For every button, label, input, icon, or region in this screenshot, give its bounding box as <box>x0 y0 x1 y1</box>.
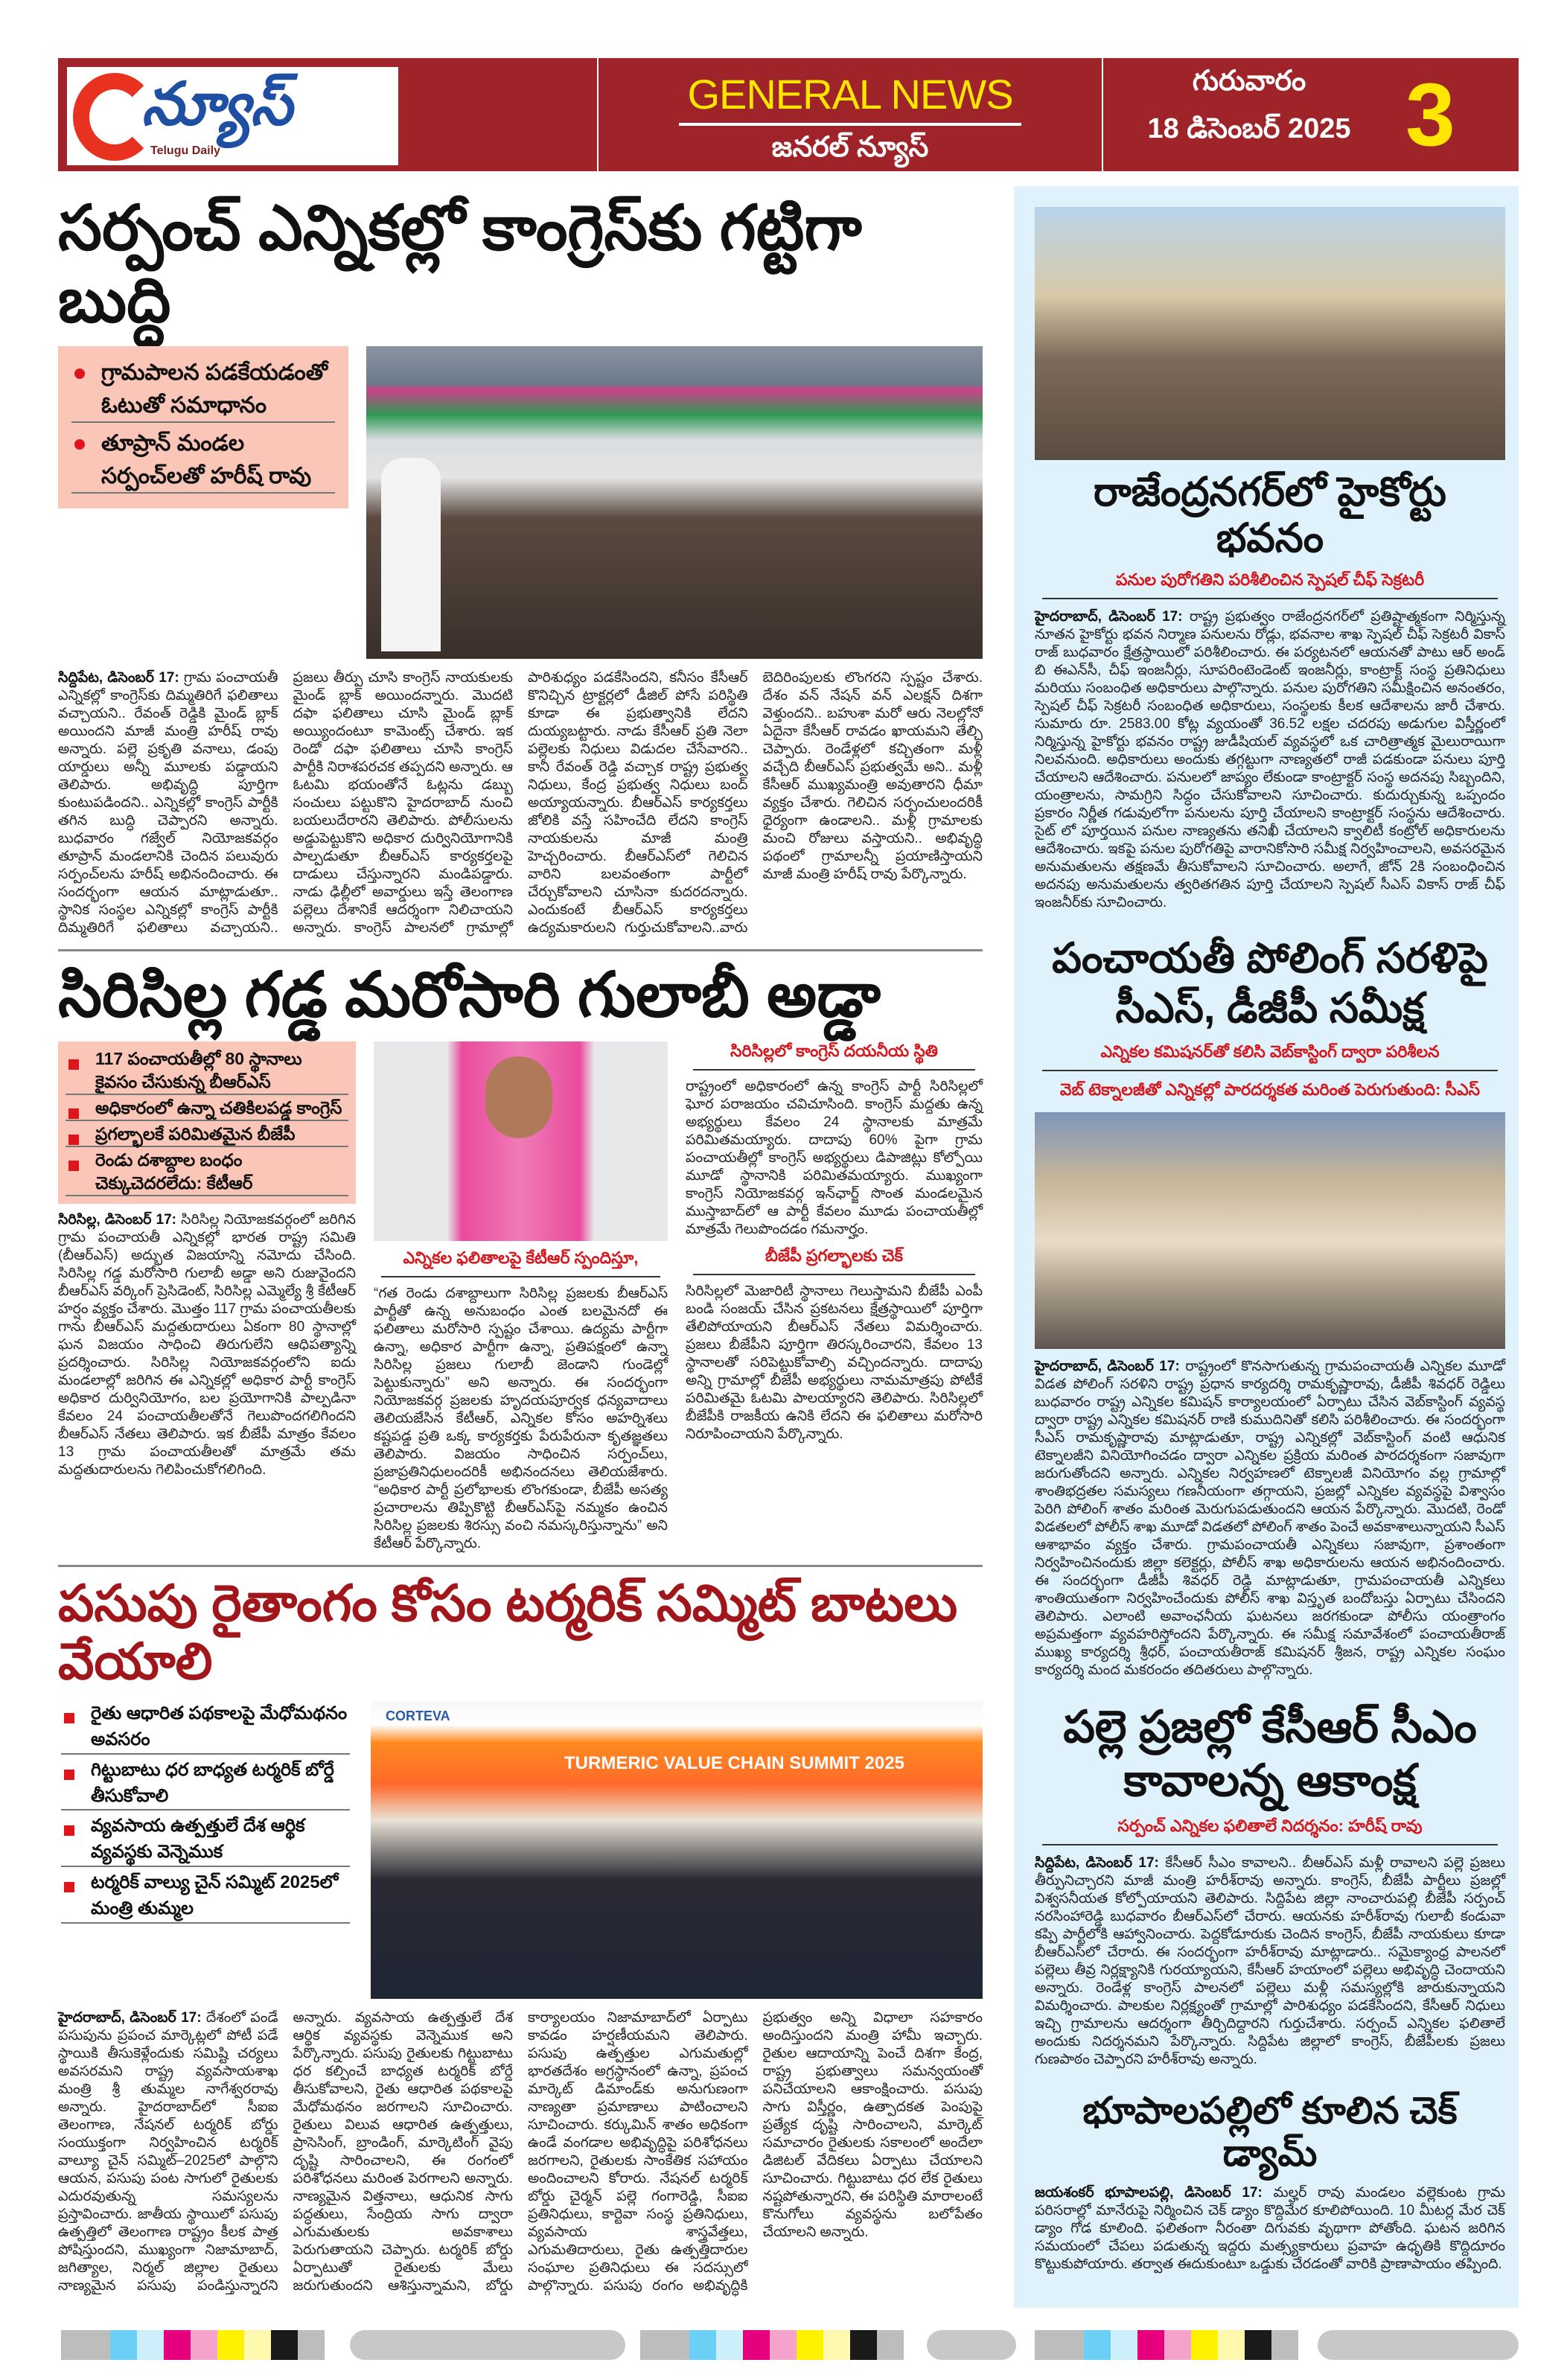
story6-subhead: సర్పంచ్ ఎన్నికల ఫలితాలే నిదర్శనం: హరీష్ రావు <box>1042 1816 1498 1845</box>
summit-banner: TURMERIC VALUE CHAIN SUMMIT 2025 <box>564 1753 904 1774</box>
story7-body <box>1035 2184 1505 2274</box>
issue-date <box>1123 66 1376 152</box>
story2-body-text: రాష్ట్ర ప్రభుత్వం రాజేంద్రనగర్‌లో ప్రతిష్టాత్మకంగా నిర్మిస్తున్న నూతన హైకోర్టు భవన నిర్మాణ పనులను రోడ్లు, భవనాల శాఖ స్పెషల్ చీఫ్ సెక్రటరీ వికాస్ రాజ్ బుధవారం క్షేత్రస్థాయిలో పరిశీలించారు. ఈ పర్యటనలో ఆయనతో పాటు ఆర్ అండ్ బి ఈఎన్‌సీ, చీఫ్ ఇంజనీర్లు, సూపరింటెండెంట్ ఇంజనీర్లు, కాంట్రాక్ట్ సంస్థ ప్రతినిధులు మరియు సంబంధిత అధికారులు పాల్గొన్నారు. పనుల పురోగతిని సమీక్షించిన అనంతరం, స్పెషల్ చీఫ్ సెక్రటరీ సంబంధిత అధికారులు, సంస్థలకు కీలక ఆదేశాలను జారీ చేశారు. సుమారు రూ. 2583.00 కోట్ల వ్యయంతో 36.52 లక్షల చదరపు అడుగుల విస్తీర్ణంలో నిర్మిస్తున్న హైకోర్టు భవనం రాష్ట్ర జుడీషియల్ వ్యవస్థలో ఒక చారిత్రాత్మక మైలురాయిగా నిలవనుంది. అధికారులు అందుకు తగ్గట్టుగా నాణ్యతలో రాజీ పడకుండా పనులు పూర్తి చేయాలని ఆదేశించారు. పనులలో జాప్యం లేకుండా కాంట్రాక్టర్ సంస్థ అదనపు సిబ్బందిని, యంత్రాలను, సామగ్రిని సిద్ధం చేసుకోవాలని సూచించారు. కుదుర్చుకున్న ఒప్పందం ప్రకారం నిర్ణీత గడువులోగా పనులను పూర్తి చేయాలని కాంట్రాక్టర్ సంస్థను ఆదేశించారు. సైట్ లో పూర్తయిన పనుల నాణ్యతను తనిఖీ చేయాలని క్వాలిటీ కంట్రోల్ అధికారులను ఆదేశించారు. ఇకపై పనుల పురోగతిపై వారానికోసారి సమీక్ష నిర్వహించాలని, అవసరమైన అనుమతులను తక్షణమే తీసుకోవాలని సూచించారు. అలాగే, జోన్ 2కి సంబంధించిన అదనపు అనుమతులను త్వరితగతిన పూర్తి చేయాలని స్పెషల్ సీఎస్ వికాస్ రాజ్ చీఫ్ ఇంజనీర్‌కు సూచించారు. <box>1035 609 1505 911</box>
story3-body-col1 <box>58 1211 356 1479</box>
story3-row <box>58 1041 983 1553</box>
registration-pill <box>1318 2330 1519 2360</box>
story3-photo-ktr <box>374 1041 668 1241</box>
story2-body <box>1035 608 1505 912</box>
story4-photo-review-meeting <box>1035 1112 1505 1349</box>
dateline: జయశంకర్ భూపాలపల్లి, డిసెంబర్ 17: <box>1035 2184 1263 2201</box>
story4-subhead-1: ఎన్నికల కమిషనర్‌తో కలిసి వెబ్‌కాస్టింగ్ ద్వారా పరిశీలన <box>1042 1042 1498 1071</box>
story3-quote-text: “గత రెండు దశాబ్దాలుగా సిరిసిల్ల ప్రజలకు బీఆర్ఎస్ పార్టీతో ఉన్న అనుబంధం ఎంత బలమైనదో ఈ ఫలితాలు మరోసారి స్పష్టం చేశాయి. ఉద్యమ పార్టీగా ఉన్నా, అధికార పార్టీగా ఉన్నా, ప్రతిపక్షంలో ఉన్నా సిరిసిల్ల ప్రజలు గులాబీ జెండాని గుండెల్లో పెట్టుకున్నారు” అని అన్నారు. ఈ సందర్భంగా నియోజకవర్గ ప్రజలకు హృదయపూర్వక ధన్యవాదాలు తెలియజేసిన కేటీఆర్, ఎన్నికల కోసం అహర్నిశలు కష్టపడ్డ ప్రతి ఒక్క కార్యకర్తకు పేరుపేరునా కృతజ్ఞతలు తెలిపారు. విజయం సాధించిన సర్పంచ్‌లు, ప్రజాప్రతినిధులందరికీ అభినందనలు తెలియజేశారు. “అధికార పార్టీ ప్రలోభాలకు లొంగకుండా, బీజేపీ అసత్య ప్రచారాలను తిప్పికొట్టి బీఆర్ఎస్‌పై నమ్మకం ఉంచిన సిరిసిల్ల ప్రజలకు శిరస్సు వంచి నమస్కరిస్తున్నాను” అని కేటీఆర్ పేర్కొన్నారు. <box>374 1285 668 1551</box>
logo-text: న్యూస్ <box>141 71 293 137</box>
story5-headline: పసుపు రైతాంగం కోసం టర్మరిక్ సమ్మిట్ బాటలు వేయాలి <box>58 1575 958 1690</box>
section-title-english: GENERAL NEWS <box>687 71 1013 118</box>
registration-pill <box>927 2330 1016 2360</box>
story3-congress-body: రాష్ట్రంలో అధికారంలో ఉన్న కాంగ్రెస్ పార్టీ సిరిసిల్లలో ఘోర పరాజయం చవిచూసింది. కాంగ్రెస్ మద్దతు ఉన్న అభ్యర్థులు కేవలం 24 స్థానాలకు మాత్రమే పరిమితమయ్యారు. దాదాపు 60% పైగా గ్రామ పంచాయతీల్లో కాంగ్రెస్ అభ్యర్థులు డిపాజిట్లు కోల్పోయి మూడో స్థానానికి పరిమితమయ్యారు. ముఖ్యంగా కాంగ్రెస్ నియోజకవర్గ ఇన్‌ఛార్జ్ సొంత మండలమైన ముస్తాబాద్‌లో ఆ పార్టీ కేవలం మూడు పంచాయతీల్లో మాత్రమే గెలుపొందడం గమనార్హం. <box>686 1078 983 1237</box>
highlight-item: గ్రామపాలన పడకేయడంతో ఓటుతో సమాధానం <box>71 357 335 423</box>
story5-body-text: దేశంలో పండే పసుపును ప్రపంచ మార్కెట్లలో పోటీ పడే స్థాయికి తీసుకెళ్లేందుకు సమిష్టి చర్యలు అవసరమని రాష్ట్ర వ్యవసాయశాఖ మంత్రి శ్రీ తుమ్మల నాగేశ్వరరావు అన్నారు. హైదరాబాద్‌లో సీఐఐ తెలంగాణ, నేషనల్ టర్మరిక్ బోర్డు సంయుక్తంగా నిర్వహించిన టర్మరిక్ వాల్యూ చైన్ సమ్మిట్–2025లో పాల్గొని ఆయన, పసుపు పంట సాగులో రైతులకు ఎదురవుతున్న సమస్యలను ప్రస్తావించారు. జాతీయ స్థాయిలో పసుపు ఉత్పత్తిలో తెలంగాణ రాష్ట్రం కీలక పాత్ర పోషిస్తుందని, ముఖ్యంగా నిజామాబాద్, జగిత్యాల, నిర్మల్ జిల్లాల రైతులు నాణ్యమైన పసుపు పండిస్తున్నారని అన్నారు. వ్యవసాయ ఉత్పత్తులే దేశ ఆర్థిక వ్యవస్థకు వెన్నెముక అని పేర్కొన్నారు. పసుపు రైతులకు గిట్టుబాటు ధర కల్పించే బాధ్యత టర్మరిక్ బోర్డే తీసుకోవాలని, రైతు ఆధారిత పథకాలపై మేధోమథనం జరగాలని సూచించారు. రైతులు విలువ ఆధారిత ఉత్పత్తులు, ప్రాసెసింగ్, బ్రాండింగ్, మార్కెటింగ్ వైపు దృష్టి సారించాలని, ఈ రంగంలో పరిశోధనలు మరింత పెరగాలని అన్నారు. నాణ్యమైన విత్తనాలు, ఆధునిక సాగు పద్ధతులు, సేంద్రియ సాగు ద్వారా ఎగుమతులకు అవకాశాలు పెరుగుతాయని చెప్పారు. టర్మరిక్ బోర్డు ఏర్పాటుతో రైతులకు మేలు జరుగుతుందని ఆశిస్తున్నామని, బోర్డు కార్యాలయం నిజామాబాద్‌లో ఏర్పాటు కావడం హర్షణీయమని తెలిపారు. పసుపు ఉత్పత్తుల ఎగుమతుల్లో భారతదేశం అగ్రస్థానంలో ఉన్నా, ప్రపంచ మార్కెట్ డిమాండ్‌కు అనుగుణంగా నాణ్యతా ప్రమాణాలు పాటించాలని సూచించారు. కర్కుమిన్ శాతం అధికంగా ఉండే వంగడాల అభివృద్ధిపై పరిశోధనలు జరగాలని, రైతులకు సాంకేతిక సహాయం అందించాలని కోరారు. నేషనల్ టర్మరిక్ బోర్డు చైర్మన్ పల్లె గంగారెడ్డి, సీఐఐ ప్రతినిధులు, కార్టెవా సంస్థ ప్రతినిధులు, వ్యవసాయ శాస్త్రవేత్తలు, ఎగుమతిదారులు, రైతు ఉత్పత్తిదారుల సంఘాల ప్రతినిధులు ఈ సదస్సులో పాల్గొన్నారు. పసుపు రంగం అభివృద్ధికి ప్రభుత్వం అన్ని విధాలా సహకారం అందిస్తుందని మంత్రి హామీ ఇచ్చారు. రైతుల ఆదాయాన్ని పెంచే దిశగా కేంద్ర, రాష్ట్ర ప్రభుత్వాలు సమన్వయంతో పనిచేయాలని ఆకాంక్షించారు. పసుపు సాగు విస్తీర్ణం, ఉత్పాదకత పెంపుపై ప్రత్యేక దృష్టి సారించాలని, మార్కెట్ సమాచారం రైతులకు సకాలంలో అందేలా డిజిటల్ వేదికలు ఏర్పాటు చేయాలని సూచించారు. గిట్టుబాటు ధర లేక రైతులు నష్టపోతున్నారని, ఈ పరిస్థితి మారాలంటే కొనుగోలు వ్యవస్థను బలోపేతం చేయాలని అన్నారు. <box>58 2010 983 2294</box>
story3-photo-caption: ఎన్నికల ఫలితాలపై కేటీఆర్ స్పందిస్తూ, <box>381 1248 660 1277</box>
speaker-face <box>485 1056 552 1138</box>
color-registration-bar <box>1035 2330 1298 2360</box>
story1-body <box>58 669 983 937</box>
section-title <box>597 58 1103 171</box>
speaker-figure <box>381 458 441 651</box>
color-registration-bar <box>61 2330 325 2360</box>
dateline: సిద్దిపేట, డిసెంబర్ 17: <box>1035 1854 1159 1871</box>
highlight-item: 117 పంచాయతీల్లో 80 స్థానాలు కైవసం చేసుకున్న బీఆర్ఎస్ <box>66 1047 348 1095</box>
story1-photo <box>366 346 983 659</box>
right-sidebar-panel <box>1014 186 1519 2308</box>
story2-photo-site-visit <box>1035 207 1505 460</box>
story5-photo-summit <box>371 1701 983 1999</box>
footer-registration-marks <box>58 2330 1519 2360</box>
registration-pill <box>350 2330 625 2360</box>
story3-col2 <box>374 1041 668 1553</box>
weekday: గురువారం <box>1192 66 1306 97</box>
dateline: సిద్దిపేట, డిసెంబర్ 17: <box>58 670 179 686</box>
story5-body <box>58 2009 983 2295</box>
story6-headline: పల్లె ప్రజల్లో కేసీఆర్ సీఎం కావాలన్న ఆకాంక్ష <box>1063 1701 1477 1805</box>
story3-col1 <box>58 1041 356 1479</box>
dateline: హైదరాబాద్, డిసెంబర్ 17: <box>1035 609 1183 625</box>
corteva-logo: CORTEVA <box>386 1709 450 1724</box>
story3-bjp-body: సిరిసిల్లలో మెజారిటీ స్థానాలు గెలుస్తామని బీజేపీ ఎంపీ బండి సంజయ్ చేసిన ప్రకటనలు క్షేత్రస్థాయిలో పూర్తిగా తేలిపోయాయని బీఆర్ఎస్ నేతలు విమర్శించారు. ప్రజలు బీజేపీని పూర్తిగా తిరస్కరించారని, కేవలం 13 స్థానాలతో సరిపెట్టుకోవాల్సి వచ్చిందన్నారు. దాదాపు అన్ని గ్రామాల్లో బీజేపీ అభ్యర్థులు నామమాత్రపు పోటీకే పరిమితమై ఓటమి పాలయ్యారని తెలిపారు. సిరిసిల్లలో బీజేపీకి రాజకీయ ఉనికి లేదని ఈ ఫలితాలు మరోసారి నిరూపించాయని పేర్కొన్నారు. <box>686 1283 983 1442</box>
story7-body-text: మల్హర్ రావు మండలం వల్లెకుంట గ్రామ పరిసరాల్లో మానేరుపై నిర్మించిన చెక్ డ్యాం కొద్దిమేర కూలిపోయింది. 10 మీటర్ల మేర చెక్ డ్యాం గోడ కూలింది. ఫలితంగా నీరంతా దిగువకు వృథాగా పోతోంది. ఘటన జరిగిన సమయంలో చేపలు పడుతున్న ఇద్దరు మత్స్యకారులు ప్రవాహ ఉధృతికి కొద్దిదూరం కొట్టుకుపోయారు. తర్వాత ఈదుకుంటూ ఒడ్డుకు చేరడంతో వారికి ప్రాణాపాయం తప్పింది. <box>1035 2184 1505 2272</box>
date: 18 డిసెంబర్ 2025 <box>1147 113 1351 144</box>
divider <box>58 949 983 951</box>
story4-subhead-2: వెబ్ టెక్నాలజీతో ఎన్నికల్లో పారదర్శకత మరింత పెరుగుతుంది: సీఎస్ <box>1059 1079 1481 1099</box>
dateline: హైదరాబాద్, డిసెంబర్ 17: <box>1035 1358 1180 1374</box>
logo-subtitle: Telugu Daily <box>150 144 220 157</box>
highlight-item: గిట్టుబాటు ధర బాధ్యత టర్మరిక్ బోర్డే తీసుకోవాలి <box>61 1758 350 1811</box>
story7-headline: భూపాలపల్లిలో కూలిన చెక్ డ్యామ్ <box>1082 2089 1458 2175</box>
dateline: సిరిసిల్ల, డిసెంబర్ 17: <box>58 1212 176 1228</box>
highlight-item: తూప్రాన్ మండల సర్పంచ్‌లతో హరీష్ రావు <box>71 427 335 494</box>
story3-headline: సిరిసిల్ల గడ్డ మరోసారి గులాబీ అడ్డా <box>58 960 881 1030</box>
dateline: హైదరాబాద్, డిసెంబర్ 17: <box>58 2010 202 2026</box>
story4-headline: పంచాయతీ పోలింగ్ సరళిపై సీఎస్, డీజీపీ సమీక్ష <box>1052 934 1488 1032</box>
divider <box>58 1565 983 1567</box>
story1-top-row <box>58 346 983 659</box>
story4-body-text: రాష్ట్రంలో కొనసాగుతున్న గ్రామపంచాయతీ ఎన్నికల మూడో విడత పోలింగ్ సరళిని రాష్ట్ర ప్రధాన కార్యదర్శి రామకృష్ణారావు, డీజీపీ శివధర్ రెడ్డిలు బుధవారం రాష్ట్ర ఎన్నికల కమిషన్ కార్యాలయంలో ఏర్పాటు చేసిన వెబ్‌కాస్టింగ్ వ్యవస్థ ద్వారా రాష్ట్ర ఎన్నికల కమిషనర్ రాణి కుముదినితో కలిసి పరిశీలించారు. ఈ సందర్భంగా సీఎస్ రామకృష్ణారావు మాట్లాడుతూ, రాష్ట్ర ఎన్నికల్లో వెబ్‌కాస్టింగ్ వంటి ఆధునిక టెక్నాలజీని వినియోగించడం ద్వారా ఎన్నికల ప్రక్రియ మరింత పారదర్శకంగా సజావుగా జరుగుతోందని అన్నారు. ఎన్నికల నిర్వహణలో టెక్నాలజీ వినియోగం వల్ల గ్రామాల్లో శాంతిభద్రతల సమస్యలు గణనీయంగా తగ్గాయని, ప్రజల్లో ఎన్నికల వ్యవస్థపై విశ్వాసం పెరిగి పోలింగ్ శాతం మరింత మెరుగుపడుతుందని ఆయన పేర్కొన్నారు. మొదటి, రెండో విడతలలో పోలీస్ శాఖ మూడో విడతలో పోలింగ్ శాతం పెంచే అవకాశాలున్నాయని సీఎస్ ఆశాభావం వ్యక్తం చేశారు. గ్రామపంచాయతీ ఎన్నికలు సజావుగా, ప్రశాంతంగా నిర్వహించినందుకు జిల్లా కలెక్టర్లు, పోలీస్ శాఖ అధికారులను ఆయన అభినందించారు. ఈ సందర్భంగా డీజీపీ శివధర్ రెడ్డి మాట్లాడుతూ, గ్రామపంచాయతీ ఎన్నికలు శాంతియుతంగా నిర్వహించేందుకు పోలీస్ శాఖ విస్తృత బందోబస్తు ఏర్పాటు చేసిందని తెలిపారు. ఎలాంటి అవాంఛనీయ ఘటనలు జరగకుండా పోలీసు యంత్రాంగం అప్రమత్తంగా వ్యవహరిస్తోందని పేర్కొన్నారు. ఈ సమీక్ష సమావేశంలో పంచాయతీరాజ్ ముఖ్య కార్యదర్శి శ్రీధర్, పంచాయతీరాజ్ కమిషనర్ శ్రీజన, రాష్ట్ర ఎన్నికల సంఘం కార్యదర్శి మంద మకరందం తదితరులు పాల్గొన్నారు. <box>1035 1358 1505 1678</box>
highlight-item: వ్యవసాయ ఉత్పత్తులే దేశ ఆర్థిక వ్యవస్థకు వెన్నెముక <box>61 1813 350 1867</box>
story3-highlights <box>58 1041 356 1204</box>
highlight-item: రెండు దశాబ్దాల బంధం చెక్కుచెదరలేదు: కేటీఆర్ <box>66 1149 348 1196</box>
highlight-item: ప్రగల్భాలకే పరిమితమైన బీజేపీ <box>66 1123 348 1147</box>
highlight-item: అధికారంలో ఉన్నా చతికిలపడ్డ కాంగ్రెస్ <box>66 1097 348 1121</box>
story1-body-text: గ్రామ పంచాయతీ ఎన్నికల్లో కాంగ్రెస్‌కు దిమ్మతిరిగే ఫలితాలు వచ్చాయని.. రేవంత్ రెడ్డికి మైండ్ బ్లాక్ అయిందని మాజీ మంత్రి హరీష్ రావు అన్నారు. పల్లె ప్రకృతి వనాలు, డంపు యార్డులు అన్నీ మూలకు పడ్డాయని తెలిపారు. అభివృద్ధి పూర్తిగా కుంటుపడిందని.. ఎన్నికల్లో కాంగ్రెస్ పార్టీకి తగిన బుద్ధి చెప్పారని అన్నారు. బుధవారం గజ్వేల్ నియోజకవర్గం తూప్రాన్ మండలానికి చెందిన పలువురు సర్పంచ్‌లను హరీష్ అభినందించారు. ఈ సందర్భంగా ఆయన మాట్లాడుతూ.. స్థానిక సంస్థల ఎన్నికల్లో కాంగ్రెస్ పార్టీకి దిమ్మతిరిగే ఫలితాలు వచ్చాయని.. ప్రజలు తీర్పు చూసి కాంగ్రెస్ నాయకులకు మైండ్ బ్లాక్ అయిందన్నారు. మొదటి దఫా ఫలితాలు చూసి మైండ్ బ్లాక్ అయ్యిందంటూ కామెంట్స్ చేశారు. ఇక రెండో దఫా ఫలితాలు చూసి కాంగ్రెస్ పార్టీకి నిరాశపరచక తప్పదని అన్నారు. ఆ ఓటమి భయంతోనే ఓట్లను డబ్బు సంచులు పట్టుకొని హైదరాబాద్ నుంచి బయలుదేరారని తెలిపారు. పోలీసులను అడ్డుపెట్టుకొని అధికార దుర్వినియోగానికి పాల్పడుతూ బీఆర్ఎస్ కార్యకర్తలపై దాడులు చేస్తున్నారని మండిపడ్డారు. నాడు ఢిల్లీలో అవార్డులు ఇస్తే తెలంగాణ పల్లెలు దేశానికే ఆదర్శంగా నిలిచాయని అన్నారు. కాంగ్రెస్ పాలనలో గ్రామాల్లో పారిశుధ్యం పడకేసిందని, కనీసం కేసీఆర్ కొనిచ్చిన ట్రాక్టర్లలో డీజిల్ పోసే పరిస్థితి కూడా ఈ ప్రభుత్వానికి లేదని దుయ్యబట్టారు. నాడు కేసీఆర్ ప్రతి నెలా పల్లెలకు నిధులు విడుదల చేసేవారని.. కానీ రేవంత్ రెడ్డి వచ్చాక రాష్ట్ర ప్రభుత్వ నిధులు, కేంద్ర ప్రభుత్వ నిధులు బంద్ అయ్యాయన్నారు. బీఆర్ఎస్ కార్యకర్తలు జోలికి వస్తే సహించేది లేదని కాంగ్రెస్ నాయకులను మాజీ మంత్రి హెచ్చరించారు. బీఆర్ఎస్‌లో గెలిచిన వారిని బలవంతంగా పార్టీలో చేర్చుకోవాలని చూసినా కుదరదన్నారు. ఎందుకంటే బీఆర్ఎస్ కార్యకర్తలు ఉద్యమకారులని గుర్తుచుకోవాలని..వారు బెదిరింపులకు లొంగరని స్పష్టం చేశారు. దేశం వన్ నేషన్ వన్ ఎలక్షన్ దిశగా వెళ్తుందని.. బహుశా మరో ఆరు నెలల్లోనో ఏదైనా కేసీఆర్ రావడం ఖాయమని తేల్చి చెప్పారు. రెండేళ్లలో కచ్చితంగా మళ్లీ వచ్చేది బీఆర్ఎస్ ప్రభుత్వమే అని.. మళ్లీ కేసీఆర్ ముఖ్యమంత్రి అవుతారని ధీమా వ్యక్తం చేశారు. గెలిచిన సర్పంచులందరికీ ధైర్యంగా ఉండాలని.. మళ్లీ గ్రామాలకు మంచి రోజులు వస్తాయని.. అభివృద్ధి పథంలో గ్రామాలన్నీ ప్రయాణిస్తాయని మాజీ మంత్రి హరీష్ రావు పేర్కొన్నారు. <box>58 670 983 937</box>
story5-top-row <box>58 1701 983 1999</box>
story6-body <box>1035 1854 1505 2069</box>
story3-subhead-congress: సిరిసిల్లలో కాంగ్రెస్ దయనీయ స్థితి <box>693 1041 975 1071</box>
highlight-item: టర్మరిక్ వాల్యు చైన్ సమ్మిట్ 2025లో మంత్రి తుమ్మల <box>61 1870 350 1924</box>
story2-subhead: పనుల పురోగతిని పరిశీలించిన స్పెషల్ చీఫ్ సెక్రటరీ <box>1042 570 1498 599</box>
story1-highlights <box>58 346 348 508</box>
story3-body-text: సిరిసిల్ల నియోజకవర్గంలో జరిగిన గ్రామ పంచాయతీ ఎన్నికల్లో భారత రాష్ట్ర సమితి (బీఆర్ఎస్) అద్భుత విజయాన్ని నమోదు చేసింది. సిరిసిల్ల గడ్డ మరోసారి గులాబీ అడ్డా అని రుజువైందని బీఆర్ఎస్ వర్కింగ్ ప్రెసిడెంట్, సిరిసిల్ల ఎమ్మెల్యే శ్రీ కేటీఆర్ హర్షం వ్యక్తం చేశారు. మొత్తం 117 గ్రామ పంచాయతీలకు గాను బీఆర్ఎస్ మద్దతుదారులు ఏకంగా 80 స్థానాల్లో ఘన విజయం సాధించి తిరుగులేని ఆధిపత్యాన్ని ప్రదర్శించారు. సిరిసిల్ల నియోజకవర్గంలోని ఐదు మండలాల్లో జరిగిన ఈ ఎన్నికల్లో అధికార పార్టీ కాంగ్రెస్ అధికార దుర్వినియోగం, బల ప్రయోగానికి పాల్పడినా కేవలం 24 పంచాయతీలతోనే గెలుపొందగలిగిందని బీఆర్ఎస్ నేతలు తెలిపారు. ఇక బీజేపీ మాత్రం కేవలం 13 గ్రామ పంచాయతీలతో మాత్రమే తమ మద్దతుదారులను గెలిపించుకోగలిగింది. <box>58 1212 356 1478</box>
newspaper-logo <box>67 67 398 165</box>
story5-highlights <box>58 1701 353 1926</box>
story4-body <box>1035 1358 1505 1679</box>
main-column <box>58 186 983 2295</box>
masthead <box>58 58 1519 171</box>
story3-col3 <box>686 1041 983 1443</box>
section-title-telugu: జనరల్ న్యూస్ <box>771 132 929 163</box>
story3-subhead-bjp: బీజేపీ ప్రగల్భాలకు చెక్ <box>693 1246 975 1275</box>
page-content <box>58 186 1519 2308</box>
page-number: 3 <box>1405 65 1455 165</box>
story1-headline: సర్పంచ్ ఎన్నికల్లో కాంగ్రెస్‌కు గట్టిగా బుద్ధి <box>58 193 862 335</box>
highlight-item: రైతు ఆధారిత పథకాలపై మేధోమథనం అవసరం <box>61 1701 350 1755</box>
story6-body-text: కేసీఆర్ సీఎం కావాలని.. బీఆర్ఎస్ మళ్లీ రావాలని పల్లె ప్రజలు తీర్పునిచ్చారని మాజీ మంత్రి హరీశ్‌రావు అన్నారు. కాంగ్రెస్, బీజేపీ పార్టీలు ప్రజల్లో విశ్వసనీయత కోల్పోయాయని తెలిపారు. సిద్దిపేట జిల్లా నాంచారుపల్లి బీజేపీ సర్పంచ్ నరసింహారెడ్డి బుధవారం బీఆర్ఎస్‌లో చేరారు. ఆయనకు హరీశ్‌రావు గులాబీ కండువా కప్పి పార్టీలోకి ఆహ్వానించారు. పెద్దకోడూరుకు చెందిన కాంగ్రెస్, బీజేపీ నాయకులు కూడా బీఆర్ఎస్‌లో చేరారు. ఈ సందర్భంగా హరీశ్‌రావు మాట్లాడారు.. సమైక్యాంధ్ర పాలనలో పల్లెలు తీవ్ర నిర్లక్ష్యానికి గురయ్యాయని, కేసీఆర్ హయాంలో పల్లెలు అభివృద్ధి చెందాయని అన్నారు. రెండేళ్ల కాంగ్రెస్ పాలనలో పల్లెలు మళ్లీ సమస్యల్లోకి జారుకున్నాయని విమర్శించారు. పాలకుల నిర్లక్ష్యంతో గ్రామాల్లో పారిశుధ్యం పడకేసిందని, కేసీఆర్ నిధులు ఇచ్చి గ్రామాలను ఆదర్శంగా తీర్చిదిద్దారని గుర్తుచేశారు. సర్పంచ్ ఎన్నికల ఫలితాలే అందుకు నిదర్శనమని పేర్కొన్నారు. సిద్దిపేట జిల్లాలో కాంగ్రెస్, బీజేపీలకు ప్రజలు గుణపాఠం చెప్పారని హరీశ్‌రావు అన్నారు. <box>1035 1854 1505 2067</box>
divider <box>679 123 1021 126</box>
story2-headline: రాజేంద్రనగర్‌లో హైకోర్టు భవనం <box>1093 470 1446 561</box>
color-registration-bar <box>640 2330 904 2360</box>
